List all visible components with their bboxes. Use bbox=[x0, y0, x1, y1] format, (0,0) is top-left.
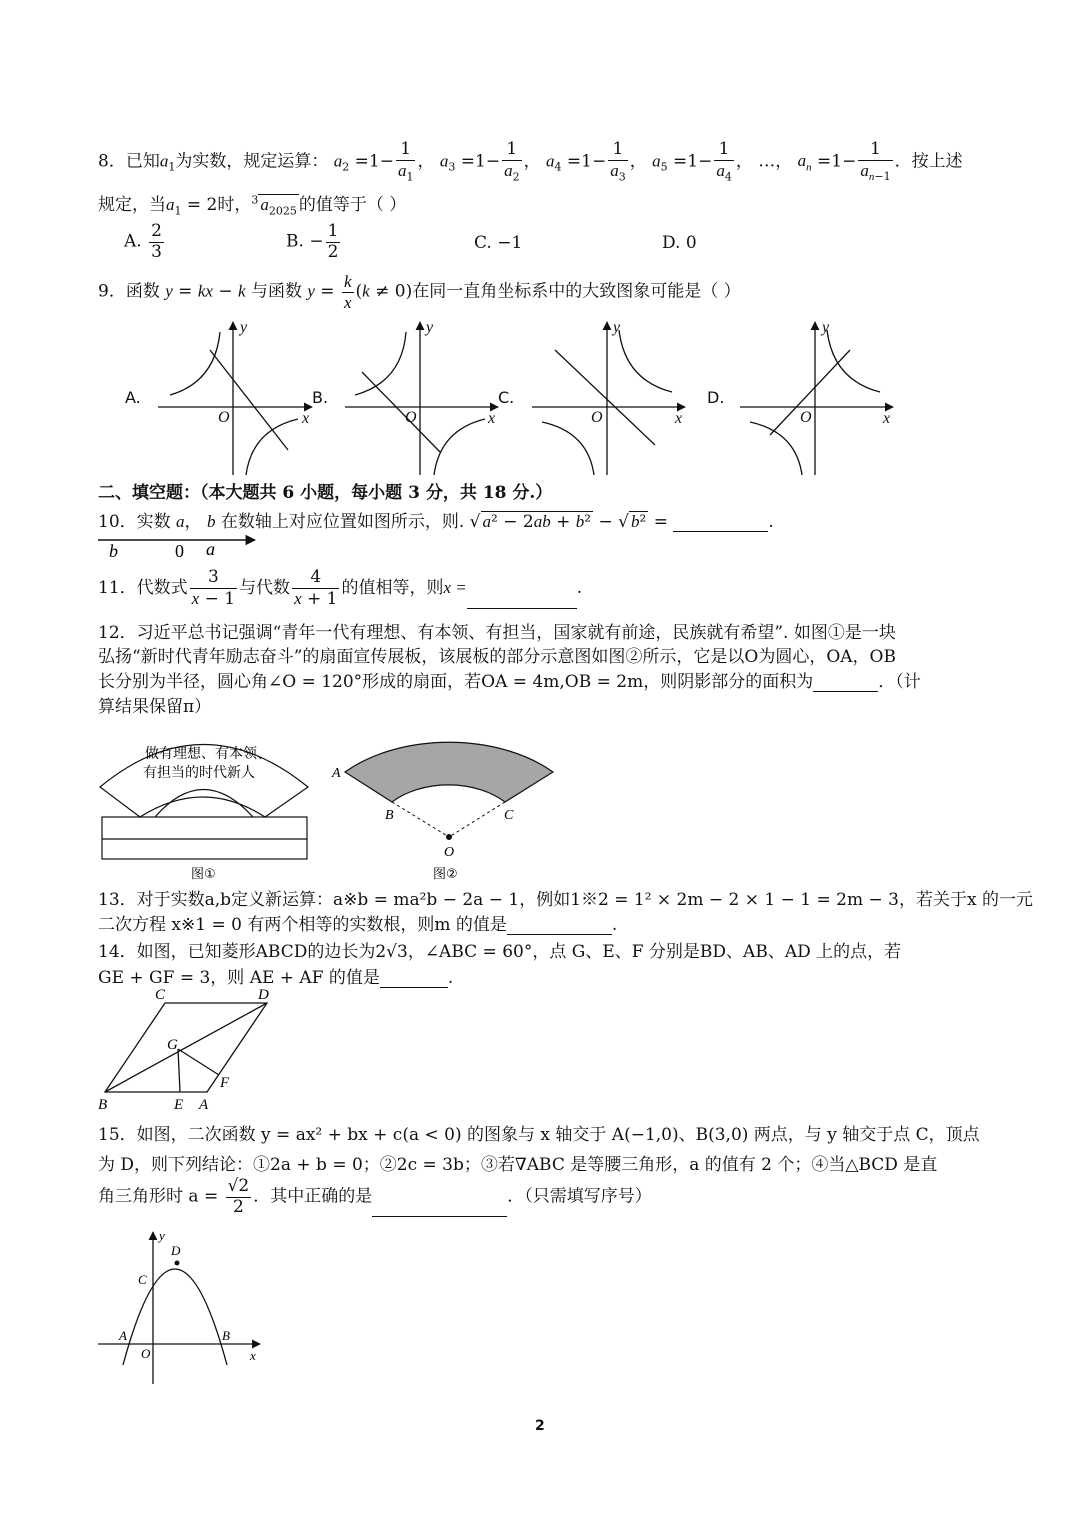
q9-option-c: C. bbox=[498, 388, 515, 407]
q15-line1: 15．如图，二次函数 y = ax² + bx + c(a < 0) 的图象与 x 轴交于 A(−1,0)、B(3,0) 两点，与 y 轴交于点 C，顶点 bbox=[98, 1125, 980, 1145]
svg-text:x: x bbox=[675, 410, 683, 427]
q10-number-line bbox=[95, 528, 265, 560]
svg-text:B: B bbox=[385, 808, 394, 823]
svg-text:A: A bbox=[199, 1097, 209, 1113]
svg-text:y: y bbox=[240, 319, 248, 336]
svg-text:O: O bbox=[405, 409, 417, 426]
svg-text:y: y bbox=[159, 1228, 165, 1243]
svg-text:O: O bbox=[800, 409, 812, 426]
svg-text:E: E bbox=[174, 1097, 184, 1113]
svg-text:O: O bbox=[218, 409, 230, 426]
svg-text:y: y bbox=[822, 319, 830, 336]
q8-option-c: C. −1 bbox=[474, 233, 523, 253]
svg-text:b: b bbox=[109, 541, 118, 560]
q14-rhombus-figure bbox=[95, 985, 285, 1115]
q14-line1: 14．如图，已知菱形ABCD的边长为2√3，∠ABC = 60°，点 G、E、F 分别是BD、AB、AD 上的点，若 bbox=[98, 942, 902, 962]
graph-a bbox=[158, 322, 312, 475]
q12-line4: 算结果保留π） bbox=[98, 697, 212, 717]
page-number: 2 bbox=[535, 1418, 545, 1434]
svg-text:G: G bbox=[167, 1037, 178, 1053]
q8-option-b: B. − $\frac{1}{2}$ bbox=[286, 221, 339, 262]
svg-text:C: C bbox=[504, 808, 514, 823]
section-heading: 二、填空题：（本大题共 6 小题，每小题 3 分，共 18 分.） bbox=[98, 483, 553, 503]
q9-option-b: B. bbox=[312, 388, 329, 407]
svg-text:O: O bbox=[591, 409, 603, 426]
svg-text:D: D bbox=[258, 987, 269, 1003]
q9-graphs bbox=[0, 310, 1080, 485]
svg-text:x: x bbox=[302, 410, 310, 427]
fan-text-1: 做有理想、有本领、 bbox=[145, 746, 271, 762]
q13-line1: 13．对于实数a,b定义新运算：a※b = ma²b − 2a − 1，例如1※2 = 1² × 2m − 2 × 1 − 1 = 2m − 3，若关于x 的一元 bbox=[98, 890, 1033, 910]
q13-line2: 二次方程 x※1 = 0 有两个相等的实数根，则m 的值是 . bbox=[98, 915, 618, 935]
graph-b bbox=[345, 322, 498, 475]
q11-text: 11．代数式 $\frac{3}{x - 1}$ 与代数 $\frac{4}{x + 1}$ 的值相等，则x = . bbox=[98, 567, 583, 609]
svg-text:O: O bbox=[444, 845, 455, 860]
q8-option-d: D. 0 bbox=[662, 233, 697, 253]
svg-text:B: B bbox=[98, 1097, 108, 1113]
q8-line2: 规定，当$a_1 = 2$时，$^3$ $a_{2025}$ 的值等于（ ） bbox=[98, 193, 407, 218]
graph-d bbox=[740, 322, 893, 475]
q12-figures bbox=[95, 722, 565, 882]
svg-text:B: B bbox=[222, 1328, 230, 1343]
q14-line2: GE + GF = 3，则 AE + AF 的值是 . bbox=[98, 968, 454, 988]
svg-text:A: A bbox=[332, 766, 341, 781]
svg-text:C: C bbox=[155, 987, 166, 1003]
svg-text:A: A bbox=[119, 1328, 127, 1343]
q12-line2: 弘扬“新时代青年励志奋斗”的扇面宣传展板，该展板的部分示意图如图②所示，它是以O为圆心，OA，OB bbox=[98, 647, 896, 667]
svg-text:O: O bbox=[141, 1346, 151, 1361]
svg-text:D: D bbox=[171, 1243, 181, 1258]
svg-text:C: C bbox=[138, 1272, 147, 1287]
q9-text: 9．函数 y = kx − k 与函数 y = $\frac{k}{x}$ (k ≠ 0)在同一直角坐标系中的大致图象可能是（ ） bbox=[98, 272, 741, 312]
q15-line2: 为 D，则下列结论：①2a + b = 0；②2c = 3b；③若∇ABC 是等腰三角形，a 的值有 2 个；④当△BCD 是直 bbox=[98, 1155, 938, 1175]
svg-text:F: F bbox=[220, 1075, 230, 1091]
fig1-caption: 图① bbox=[191, 867, 216, 882]
svg-text:x: x bbox=[488, 410, 496, 427]
svg-text:x: x bbox=[883, 410, 891, 427]
q8-option-a: A. $\frac{2}{3}$ bbox=[124, 221, 162, 262]
q12-line3: 长分别为半径，圆心角∠O = 120°形成的扇面，若OA = 4m,OB = 2m，则阴影部分的面积为 ．（计 bbox=[98, 672, 921, 692]
q10-text: 10．实数 a， b 在数轴上对应位置如图所示，则. √ a² − 2ab + b² − √ b² = . bbox=[98, 512, 774, 532]
svg-text:y: y bbox=[613, 319, 621, 336]
q15-line3: 角三角形时 a = $\frac{√2}{2}$ ．其中正确的是 ．（只需填写序号） bbox=[98, 1176, 652, 1217]
q9-option-a: A. bbox=[125, 388, 141, 407]
svg-text:a: a bbox=[206, 539, 215, 559]
q9-option-d: D. bbox=[707, 388, 725, 407]
svg-text:x: x bbox=[250, 1348, 256, 1363]
fig2-caption: 图② bbox=[433, 867, 458, 882]
q15-parabola-figure bbox=[95, 1228, 270, 1388]
svg-text:y: y bbox=[426, 319, 434, 336]
q8-line1: 8．已知$a_1$为实数，规定运算： $a_2 =1-$ $\frac{1}{a_1}$ ， $a_3 =1-$ $\frac{1}{a_2}$ ， $a_4 =1-$ $\frac{1}{a_3}$ ， $a_5 =1-$ $\frac{1}{a_4}$ ， …， $a_n =1-$ $\frac{1}{a_{n-1}}$ ．按上述 bbox=[98, 139, 963, 183]
graph-c bbox=[532, 322, 685, 475]
q12-line1: 12．习近平总书记强调“青年一代有理想、有本领、有担当，国家就有前途，民族就有希望”. 如图①是一块 bbox=[98, 623, 896, 643]
annular-sector bbox=[345, 742, 553, 840]
fan-text-2: 有担当的时代新人 bbox=[143, 765, 255, 781]
svg-text:0: 0 bbox=[175, 541, 184, 560]
